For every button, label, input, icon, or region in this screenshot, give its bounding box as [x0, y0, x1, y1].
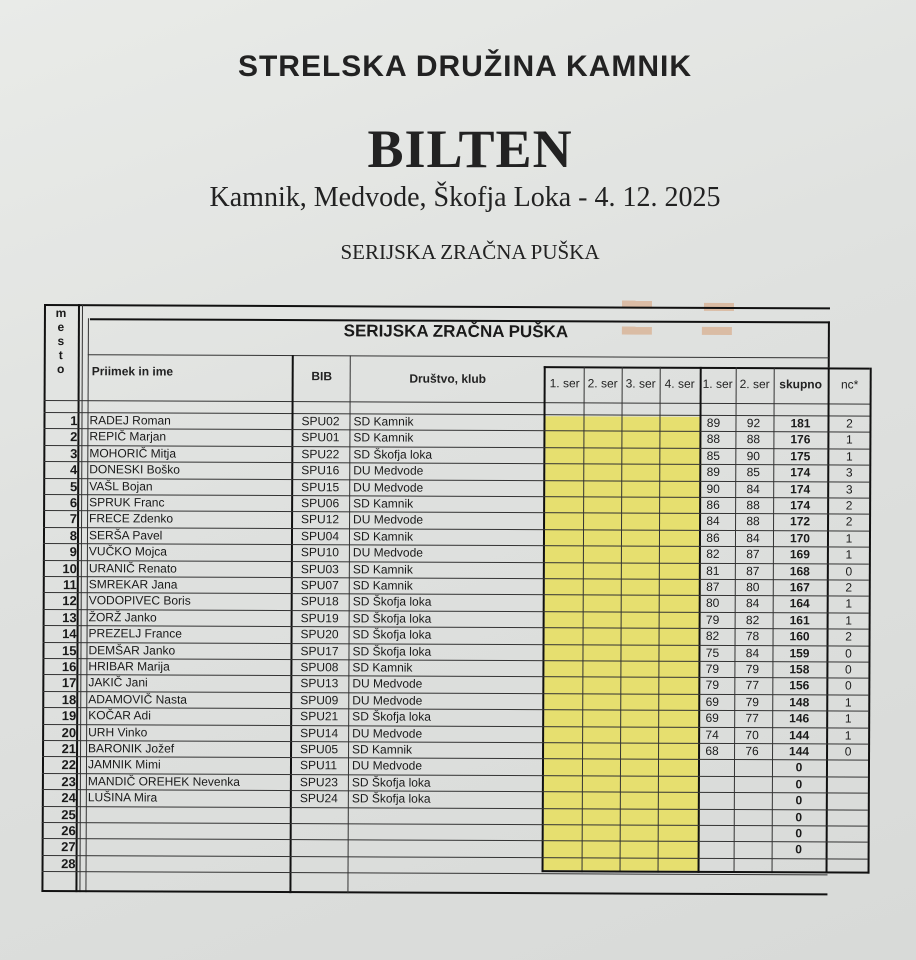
- bib-cell: SPU23: [299, 774, 338, 790]
- series1-score-cell: 75: [705, 645, 720, 660]
- total-score-cell: 148: [789, 695, 810, 710]
- table-row: [42, 855, 872, 876]
- total-score-cell: 167: [789, 580, 810, 595]
- rank-cell: 10: [62, 560, 77, 576]
- total-score-cell: 156: [789, 678, 810, 693]
- name-cell: BARONIK Jožef: [88, 741, 175, 756]
- rank-cell: 18: [61, 691, 77, 707]
- name-cell: PREZELJ France: [88, 626, 182, 641]
- series1-score-cell: 69: [705, 694, 719, 709]
- inner-tens-cell: 0: [844, 744, 852, 759]
- inner-tens-cell: 2: [845, 498, 853, 513]
- series1-score-cell: 89: [706, 415, 721, 430]
- series2-score-cell: 85: [746, 465, 760, 480]
- name-cell: URH Vinko: [88, 724, 148, 740]
- col-header-total: skupno: [779, 377, 823, 392]
- series1-score-cell: 87: [706, 579, 720, 594]
- series1-score-cell: 80: [705, 596, 720, 611]
- document-title: BILTEN: [367, 119, 573, 179]
- bib-cell: SPU11: [299, 758, 338, 773]
- club-cell: DU Medvode: [353, 512, 424, 528]
- inner-tens-cell: 1: [845, 596, 853, 611]
- name-cell: VUČKO Mojca: [88, 544, 167, 559]
- inner-tens-cell: 1: [845, 531, 853, 546]
- inner-tens-cell: 1: [844, 728, 852, 743]
- club-cell: SD Kamnik: [353, 496, 414, 511]
- series2-score-cell: 76: [745, 744, 759, 759]
- rank-cell: 22: [61, 757, 77, 773]
- total-score-cell: 175: [790, 449, 811, 464]
- inner-tens-cell: 3: [845, 465, 853, 480]
- inner-tens-cell: 1: [845, 547, 853, 562]
- series1-score-cell: 74: [705, 727, 719, 742]
- series2-score-cell: 92: [746, 416, 761, 431]
- series1-score-cell: 81: [706, 563, 720, 578]
- club-cell: SD Škofja loka: [352, 594, 432, 610]
- rank-cell: 1: [70, 413, 78, 429]
- col-header-ser1: 1. ser: [549, 376, 580, 391]
- club-cell: DU Medvode: [351, 758, 423, 774]
- rank-cell: 14: [62, 626, 77, 642]
- rank-cell: 3: [70, 445, 78, 461]
- col-header-ser1b: 1. ser: [702, 376, 733, 392]
- bib-cell: SPU13: [300, 676, 339, 691]
- rank-cell: 13: [62, 609, 77, 625]
- name-cell: VODOPIVEC Boris: [88, 593, 191, 609]
- bib-cell: SPU22: [301, 446, 340, 462]
- rank-cell: 9: [69, 544, 77, 560]
- rank-cell: 6: [69, 495, 78, 511]
- table-caption: SERIJSKA ZRAČNA PUŠKA: [343, 321, 569, 342]
- total-score-cell: 174: [790, 465, 811, 480]
- name-cell: VAŠL Bojan: [89, 478, 153, 494]
- name-cell: SMREKAR Jana: [88, 577, 178, 592]
- bib-cell: SPU05: [300, 742, 339, 757]
- rank-cell: 4: [70, 462, 78, 478]
- name-cell: DEMŠAR Janko: [88, 642, 176, 658]
- total-score-cell: 168: [789, 563, 810, 578]
- bib-cell: SPU15: [301, 479, 340, 494]
- rank-cell: 23: [61, 773, 76, 789]
- total-score-cell: 146: [789, 711, 810, 726]
- row-divider: [42, 871, 828, 875]
- results-table: [41, 304, 874, 896]
- series2-score-cell: 77: [745, 678, 760, 693]
- bib-cell: SPU17: [300, 643, 339, 658]
- organization-name: STRELSKA DRUŽINA KAMNIK: [237, 50, 693, 83]
- club-cell: SD Kamnik: [353, 414, 414, 429]
- name-cell: KOČAR Adi: [88, 708, 151, 723]
- bib-cell: SPU14: [300, 725, 339, 740]
- bib-cell: SPU16: [301, 463, 340, 478]
- series1-score-cell: 85: [706, 448, 721, 463]
- bib-cell: SPU18: [300, 594, 339, 609]
- series1-score-cell: 84: [706, 514, 720, 529]
- club-cell: DU Medvode: [352, 693, 423, 708]
- club-cell: SD Škofja loka: [351, 791, 431, 806]
- club-cell: SD Kamnik: [353, 430, 414, 446]
- mesto-label: m e s t o: [55, 306, 67, 377]
- total-score-cell: 181: [790, 416, 811, 431]
- bib-cell: SPU19: [300, 610, 339, 626]
- name-cell: RADEJ Roman: [89, 413, 171, 428]
- name-cell: SPRUK Franc: [89, 495, 165, 510]
- series2-score-cell: 82: [745, 612, 760, 627]
- total-score-cell: 144: [789, 727, 810, 742]
- series2-score-cell: 84: [746, 530, 760, 545]
- bib-cell: SPU20: [300, 627, 339, 642]
- bib-cell: SPU12: [301, 512, 340, 527]
- col-header-nc: nc*: [840, 377, 859, 392]
- series1-score-cell: 90: [706, 481, 720, 496]
- name-cell: HRIBAR Marija: [88, 659, 170, 674]
- club-cell: SD Kamnik: [352, 660, 413, 675]
- rank-cell: 17: [61, 675, 77, 691]
- rank-cell: 16: [61, 659, 77, 675]
- rank-cell: 25: [61, 806, 76, 822]
- club-cell: DU Medvode: [352, 676, 423, 692]
- name-cell: URANIČ Renato: [88, 560, 177, 576]
- rank-cell: 19: [61, 708, 77, 724]
- total-score-cell: 174: [790, 481, 811, 496]
- series2-score-cell: 70: [745, 727, 759, 742]
- bib-cell: SPU04: [300, 528, 340, 544]
- discipline-heading: SERIJSKA ZRAČNA PUŠKA: [340, 240, 600, 264]
- total-score-cell: 0: [795, 777, 803, 792]
- name-cell: SERŠA Pavel: [88, 527, 163, 543]
- inner-tens-cell: 2: [845, 629, 852, 644]
- series2-score-cell: 88: [746, 498, 760, 513]
- total-score-cell: 176: [790, 432, 811, 447]
- inner-tens-cell: 1: [844, 711, 852, 726]
- club-cell: SD Kamnik: [352, 742, 413, 757]
- inner-tens-cell: 0: [845, 662, 852, 677]
- total-score-cell: 160: [789, 629, 810, 644]
- club-cell: SD Kamnik: [352, 529, 414, 544]
- name-cell: JAKIČ Jani: [88, 675, 148, 690]
- total-score-cell: 164: [789, 596, 810, 611]
- inner-tens-cell: 1: [845, 449, 853, 464]
- total-score-cell: 170: [789, 531, 811, 546]
- series2-score-cell: 78: [745, 629, 760, 644]
- series1-score-cell: 88: [706, 432, 721, 447]
- series2-score-cell: 79: [745, 694, 759, 709]
- name-cell: DONESKI Boško: [89, 462, 181, 477]
- series2-score-cell: 88: [746, 514, 760, 529]
- club-cell: SD Škofja loka: [352, 611, 432, 626]
- series1-score-cell: 79: [705, 678, 720, 693]
- series2-score-cell: 80: [746, 580, 760, 595]
- series1-score-cell: 86: [706, 530, 720, 545]
- name-cell: REPIČ Marjan: [89, 429, 167, 444]
- rank-cell: 11: [62, 577, 77, 593]
- bib-cell: SPU06: [301, 496, 340, 511]
- club-cell: SD Škofja loka: [352, 709, 431, 724]
- bib-cell: SPU03: [300, 561, 339, 576]
- total-score-cell: 159: [789, 645, 810, 660]
- series1-score-cell: 79: [705, 612, 720, 627]
- rank-cell: 8: [69, 527, 78, 543]
- club-cell: SD Škofja loka: [352, 643, 432, 659]
- rank-cell: 24: [61, 790, 76, 806]
- name-cell: MOHORIČ Mitja: [89, 445, 177, 461]
- club-cell: DU Medvode: [352, 545, 423, 560]
- name-cell: ŽORŽ Janko: [88, 609, 157, 625]
- col-header-ser2b: 2. ser: [739, 377, 770, 392]
- club-cell: SD Kamnik: [352, 561, 413, 577]
- rank-cell: 20: [61, 724, 77, 740]
- club-cell: DU Medvode: [352, 725, 423, 741]
- series2-score-cell: 84: [745, 596, 760, 611]
- club-cell: SD Škofja loka: [353, 447, 433, 462]
- inner-tens-cell: 0: [845, 646, 852, 661]
- inner-tens-cell: 3: [845, 482, 853, 497]
- series2-score-cell: 77: [745, 711, 759, 726]
- bib-cell: SPU09: [300, 692, 339, 708]
- name-cell: MANDIČ OREHEK Nevenka: [87, 773, 240, 789]
- series1-score-cell: 82: [706, 547, 720, 562]
- inner-tens-cell: 2: [846, 416, 853, 431]
- total-score-cell: 161: [789, 613, 810, 628]
- bib-cell: SPU21: [300, 709, 339, 724]
- series1-score-cell: 68: [705, 743, 719, 758]
- rank-cell: 2: [70, 429, 78, 445]
- series2-score-cell: 79: [745, 662, 760, 677]
- total-score-cell: 0: [795, 826, 803, 841]
- bib-cell: SPU10: [300, 545, 339, 560]
- series1-score-cell: 79: [705, 661, 720, 676]
- rank-cell: 27: [61, 839, 76, 855]
- series2-score-cell: 87: [746, 547, 760, 562]
- total-score-cell: 0: [795, 842, 803, 857]
- total-score-cell: 0: [795, 809, 803, 824]
- total-score-cell: 0: [795, 793, 803, 808]
- series2-score-cell: 84: [746, 481, 760, 496]
- name-cell: JAMNIK Mimi: [87, 757, 161, 772]
- rank-cell: 26: [61, 823, 76, 839]
- series1-score-cell: 86: [706, 497, 720, 512]
- total-score-cell: 172: [790, 514, 811, 529]
- total-score-cell: 174: [790, 498, 811, 513]
- inner-tens-cell: 1: [844, 695, 852, 710]
- inner-tens-cell: 0: [844, 678, 852, 693]
- col-header-bib: BIB: [311, 369, 333, 384]
- series1-score-cell: 82: [705, 629, 720, 644]
- series2-score-cell: 88: [746, 432, 761, 447]
- rank-cell: 5: [69, 478, 78, 494]
- total-score-cell: 144: [789, 744, 810, 759]
- inner-tens-cell: 2: [845, 580, 853, 595]
- col-header-name: Priimek in ime: [91, 364, 174, 379]
- series2-score-cell: 87: [746, 563, 760, 578]
- col-header-ser4: 4. ser: [664, 376, 695, 391]
- bib-cell: SPU07: [300, 578, 339, 593]
- total-score-cell: 158: [789, 662, 810, 677]
- inner-tens-cell: 0: [845, 564, 853, 579]
- club-cell: DU Medvode: [353, 463, 424, 478]
- rank-cell: 21: [61, 741, 77, 757]
- club-cell: SD Škofja loka: [351, 775, 431, 790]
- inner-tens-cell: 1: [845, 613, 853, 628]
- col-header-ser2: 2. ser: [587, 376, 618, 391]
- total-score-cell: 0: [795, 760, 803, 775]
- series1-score-cell: 69: [705, 711, 719, 726]
- inner-tens-cell: 2: [845, 514, 853, 529]
- club-cell: DU Medvode: [353, 479, 424, 495]
- series2-score-cell: 84: [745, 645, 760, 660]
- name-cell: LUŠINA Mira: [87, 790, 158, 805]
- series1-score-cell: 89: [706, 465, 720, 480]
- club-cell: SD Škofja loka: [352, 627, 432, 642]
- series2-score-cell: 90: [746, 448, 761, 463]
- club-cell: SD Kamnik: [352, 578, 413, 593]
- bib-cell: SPU01: [301, 430, 340, 445]
- event-location-date: Kamnik, Medvode, Škofja Loka - 4. 12. 2025: [209, 182, 721, 213]
- bib-cell: SPU24: [299, 791, 338, 806]
- rank-cell: 15: [61, 642, 77, 658]
- name-cell: FRECE Zdenko: [89, 511, 174, 526]
- total-score-cell: 169: [789, 547, 810, 562]
- name-cell: ADAMOVIČ Nasta: [88, 691, 188, 707]
- rank-cell: 28: [61, 855, 76, 871]
- col-header-club: Društvo, klub: [409, 371, 487, 386]
- rank-cell: 12: [62, 593, 77, 609]
- inner-tens-cell: 1: [846, 432, 853, 447]
- rank-cell: 7: [69, 511, 78, 527]
- bib-cell: SPU02: [301, 414, 340, 429]
- bib-cell: SPU08: [300, 660, 339, 675]
- col-header-ser3: 3. ser: [625, 376, 656, 391]
